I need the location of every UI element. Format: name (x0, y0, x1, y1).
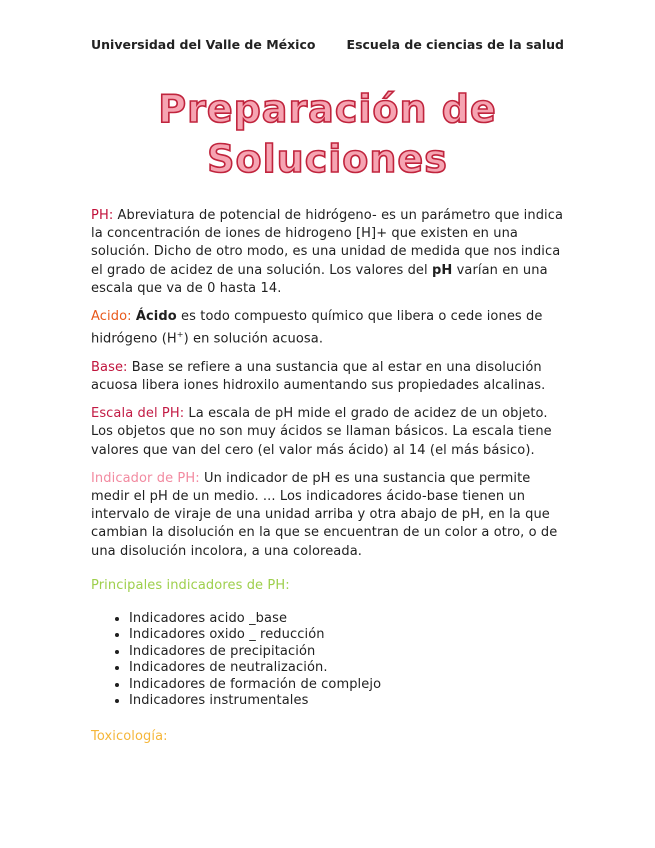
ph-label: PH: (91, 208, 114, 223)
escala-label: Escala del PH: (91, 406, 185, 422)
indicadores-list (91, 611, 566, 710)
list-item: • Indicadores acido _base (129, 611, 566, 628)
acido-sup: + (176, 330, 184, 340)
ph-paragraph (91, 207, 566, 298)
header-university: Universidad del Valle de México (91, 37, 316, 52)
list-item: • Indicadores de formación de complejo (129, 677, 566, 694)
toxicologia-heading: Toxicología: (91, 728, 168, 744)
acido-paragraph (91, 308, 566, 349)
indicador-label: Indicador de PH: (91, 470, 200, 486)
list-item: • Indicadores oxido _ reducción (129, 627, 566, 644)
document-body (91, 207, 566, 746)
acido-label: Acido: (91, 309, 132, 325)
list-item: • Indicadores instrumentales (129, 693, 566, 710)
ph-text: Abreviatura de potencial de hidrógeno- es un parámetro que indica la concentración de iones de hidrogeno [H]+ que existen en una solución. Dicho de otro modo, es una unidad de medida que nos indica el grado de acidez de una solución. Los valores del (91, 208, 564, 278)
list-item: • Indicadores de neutralización. (129, 660, 566, 677)
title-line-2: Soluciones (207, 137, 448, 181)
ph-text-end: varían en una escala que va de 0 hasta 14. (91, 262, 548, 296)
base-paragraph (91, 359, 566, 395)
ph-bold: pH (431, 262, 453, 278)
indicador-paragraph (91, 470, 566, 561)
acido-bold: Ácido (135, 309, 177, 325)
acido-text: es todo compuesto químico que libera o cede iones de hidrógeno (H (91, 309, 543, 347)
title-line-1: Preparación de (158, 87, 497, 131)
base-label: Base: (91, 359, 128, 375)
header-school: Escuela de ciencias de la salud (346, 37, 564, 52)
base-text: Base se refiere a una sustancia que al estar en una disolución acuosa libera iones hidroxilo aumentando sus propiedades alcalinas. (91, 359, 546, 393)
acido-text-end: ) en solución acuosa. (183, 331, 324, 347)
escala-paragraph (91, 405, 566, 460)
list-item: • Indicadores de precipitación (129, 644, 566, 661)
page-title (0, 84, 655, 184)
principales-heading: Principales indicadores de PH: (91, 577, 290, 593)
indicador-text: Un indicador de pH es una sustancia que permite medir el pH de un medio. ... Los indicadores ácido-base tienen un intervalo de viraje de una unidad arriba y otra abajo de pH, en la que cambian la disolución en la que se encuentran de un color a otro, o de una disolución incolora, a una coloreada. (91, 470, 558, 559)
page-header (91, 37, 564, 52)
escala-text: La escala de pH mide el grado de acidez de un objeto. Los objetos que no son muy ácidos se llaman básicos. La escala tiene valores que van del cero (el valor más ácido) al 14 (el más básico). (91, 406, 552, 458)
